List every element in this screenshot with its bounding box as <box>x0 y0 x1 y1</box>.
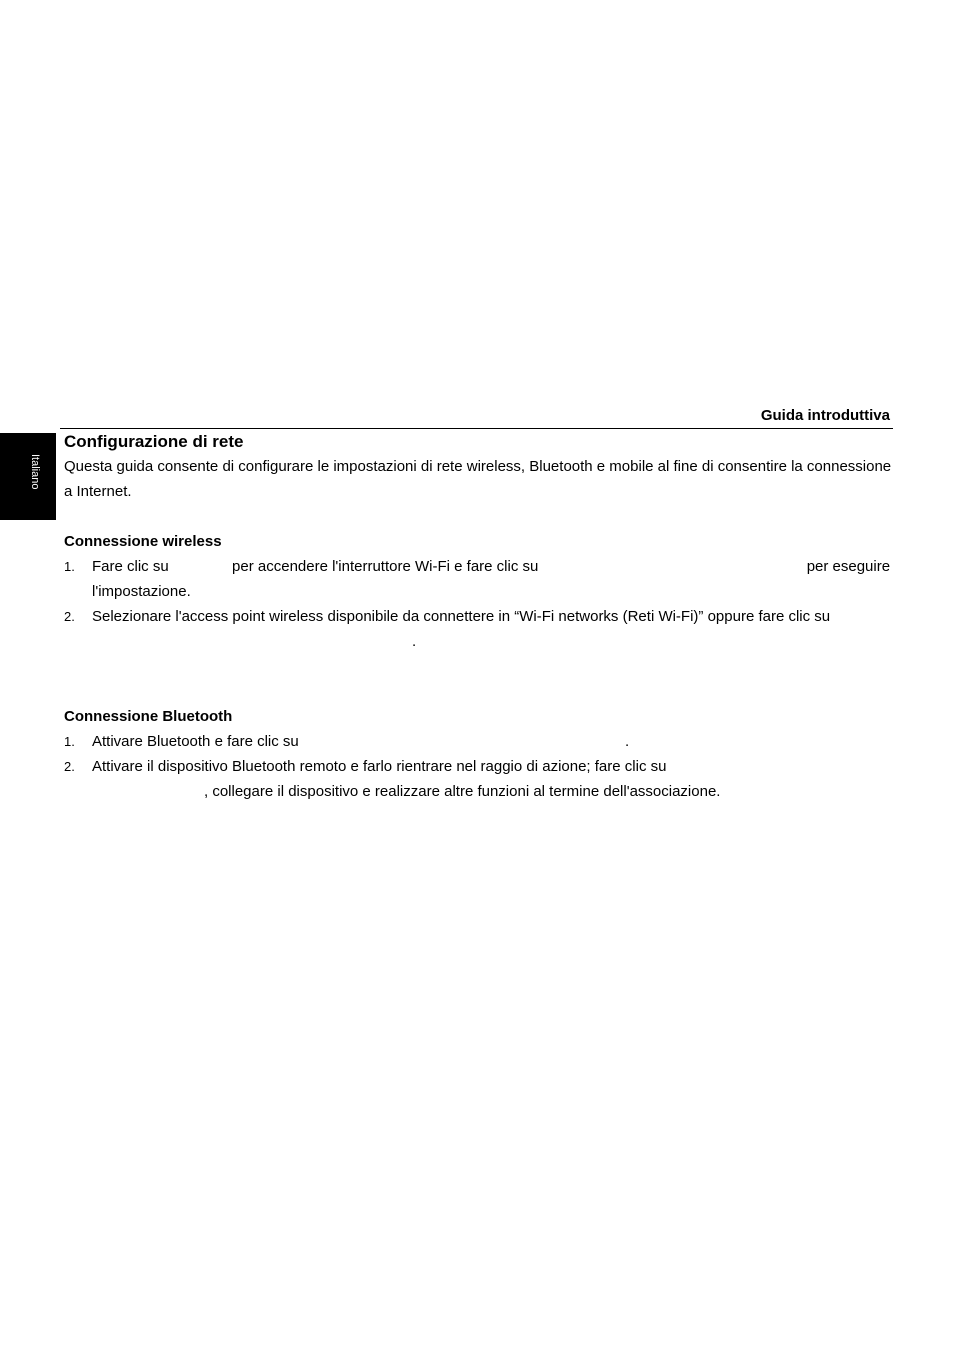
step-text: , collegare il dispositivo e realizzare altre funzioni al termine dell'associazione. <box>204 783 721 800</box>
bluetooth-step-1 <box>64 729 894 754</box>
step-number: 2. <box>64 759 75 774</box>
step-number: 2. <box>64 609 75 624</box>
bluetooth-heading: Connessione Bluetooth <box>64 708 233 725</box>
step-text: Selezionare l'access point wireless disponibile da connettere in “Wi-Fi networks (Reti Wi-Fi)” oppure fare clic su <box>92 608 831 625</box>
step-text: . <box>624 733 630 750</box>
step-text: per accendere l'interruttore Wi-Fi e fare clic su <box>232 558 539 575</box>
spacer <box>64 504 894 529</box>
running-header-title: Guida introduttiva <box>760 407 890 424</box>
header-divider <box>60 428 893 429</box>
wireless-heading: Connessione wireless <box>64 533 222 550</box>
section-intro: Questa guida consente di configurare le impostazioni di rete wireless, Bluetooth e mobile al fine di consentire la connessione a Internet. <box>64 458 892 500</box>
step-text: per eseguire l'impostazione. <box>92 558 891 600</box>
bluetooth-steps <box>64 729 894 804</box>
spacer <box>64 654 894 704</box>
page-content <box>64 430 894 804</box>
wireless-step-1 <box>64 554 894 604</box>
bluetooth-step-2 <box>64 754 894 804</box>
step-text: . <box>412 633 417 650</box>
step-text: Attivare il dispositivo Bluetooth remoto e farlo rientrare nel raggio di azione; fare clic su <box>92 758 667 775</box>
language-side-tab-label: Italiano <box>29 454 41 490</box>
wireless-steps <box>64 554 894 654</box>
step-text: Attivare Bluetooth e fare clic su <box>92 733 299 750</box>
language-side-tab <box>0 433 56 520</box>
step-number: 1. <box>64 734 75 749</box>
wireless-step-2 <box>64 604 894 654</box>
step-text: Fare clic su <box>92 558 169 575</box>
section-title: Configurazione di rete <box>64 432 244 451</box>
step-number: 1. <box>64 559 75 574</box>
